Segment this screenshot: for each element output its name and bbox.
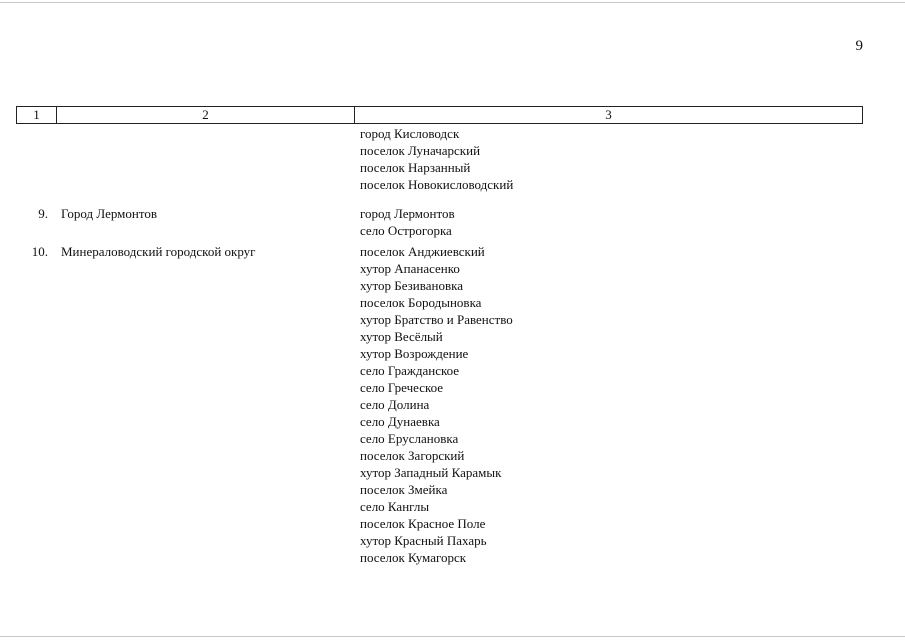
settlement-item: село Канглы (360, 499, 430, 514)
settlement-item: село Гражданское (360, 363, 460, 378)
settlement-item: поселок Кумагорск (360, 550, 467, 565)
settlement-list (360, 243, 863, 566)
settlement-item: город Кисловодск (360, 126, 460, 141)
settlement-item: село Еруслановка (360, 431, 459, 446)
settlement-item: хутор Возрождение (360, 346, 469, 361)
table-row-kislovodsk (16, 124, 863, 193)
municipality-name: Город Лермонтов (61, 206, 157, 221)
settlement-item: хутор Красный Пахарь (360, 533, 487, 548)
settlement-item: хутор Весёлый (360, 329, 443, 344)
settlement-item: поселок Нарзанный (360, 160, 471, 175)
settlement-list (360, 205, 863, 239)
table-header (16, 106, 863, 124)
settlement-item: поселок Луначарский (360, 143, 481, 158)
scan-edge-bottom (0, 636, 905, 637)
scan-edge-top (0, 2, 905, 3)
settlement-item: хутор Братство и Равенство (360, 312, 513, 327)
settlement-item: село Греческое (360, 380, 444, 395)
settlement-item: город Лермонтов (360, 206, 455, 221)
settlement-item: поселок Анджиевский (360, 244, 485, 259)
page-number: 9 (855, 38, 863, 54)
settlement-item: поселок Змейка (360, 482, 448, 497)
header-col-2: 2 (56, 107, 354, 123)
row-number: 9. (38, 206, 48, 221)
header-col-3: 3 (354, 107, 862, 123)
table-row-mineralovodsky (16, 243, 863, 566)
settlement-item: поселок Загорский (360, 448, 465, 463)
table-body (16, 124, 863, 566)
settlement-item: хутор Безивановка (360, 278, 463, 293)
settlement-item: село Дунаевка (360, 414, 440, 429)
settlement-item: поселок Бородыновка (360, 295, 482, 310)
header-col-1: 1 (33, 107, 40, 122)
municipality-name: Минераловодский городской округ (61, 244, 256, 259)
settlement-item: хутор Апанасенко (360, 261, 460, 276)
row-number: 10. (31, 244, 48, 259)
settlement-list (360, 125, 863, 193)
settlement-item: хутор Западный Карамык (360, 465, 502, 480)
settlement-item: село Острогорка (360, 223, 452, 238)
settlement-item: поселок Красное Поле (360, 516, 486, 531)
table-row-lermontov (16, 205, 863, 239)
settlement-item: село Долина (360, 397, 430, 412)
settlement-item: поселок Новокисловодский (360, 177, 514, 192)
